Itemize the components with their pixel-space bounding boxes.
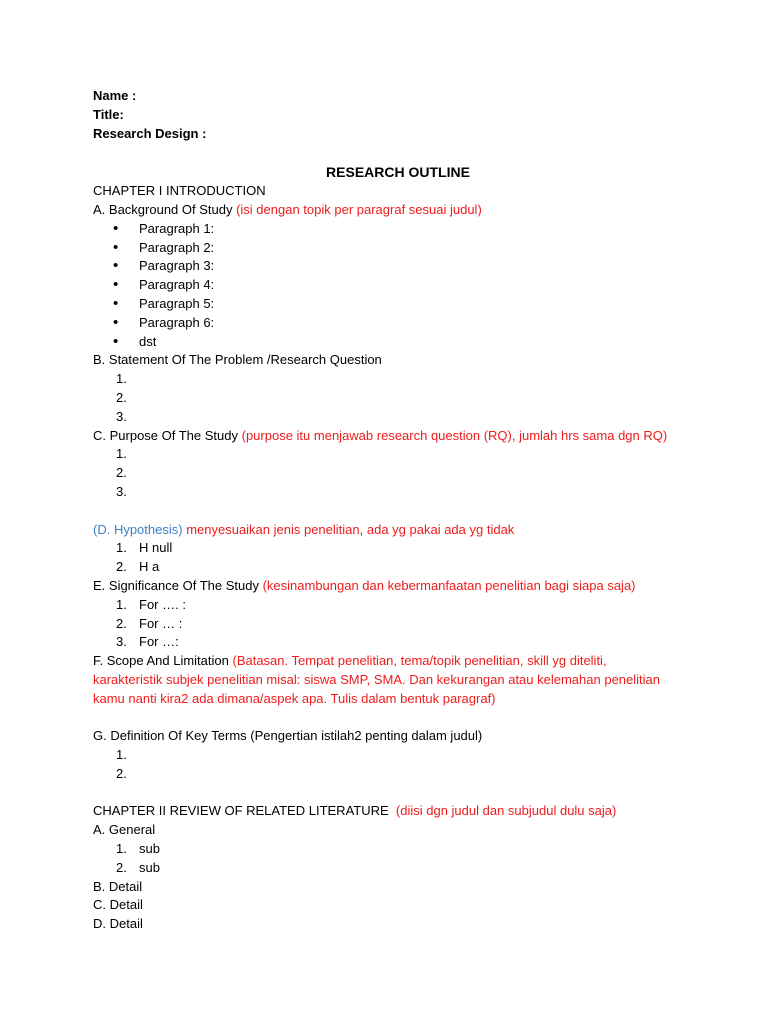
list-item	[93, 389, 693, 408]
section-d-label: (D. Hypothesis)	[93, 521, 183, 537]
section-f-note-line3: kamu nanti kira2 ada dimana/aspek apa. Tulis dalam bentuk paragraf)	[93, 690, 496, 706]
list-item	[93, 558, 693, 577]
section-c-heading	[93, 427, 693, 446]
list-item: • Paragraph 4:	[93, 276, 693, 295]
chapter2-note: (diisi dgn judul dan subjudul dulu saja)	[395, 803, 617, 819]
list-item	[93, 633, 693, 652]
list-item	[93, 464, 693, 483]
list-text: For …:	[139, 634, 179, 650]
section-g-heading: G. Definition Of Key Terms (Pengertian istilah2 penting dalam judul)	[93, 728, 483, 744]
list-item: • Paragraph 3:	[93, 257, 693, 276]
section-a-heading	[93, 201, 693, 220]
section-f-note-line2: karakteristik subjek penelitian misal: siswa SMP, SMA. Dan kekurangan atau kelemahan penelitian	[93, 671, 660, 687]
section-f-note-line1: (Batasan. Tempat penelitian, tema/topik penelitian, skill yg diteliti,	[232, 653, 607, 669]
list-item	[93, 615, 693, 634]
section-c-label: C. Purpose Of The Study	[93, 427, 242, 443]
list-text: H null	[139, 540, 173, 556]
title-label: Title:	[93, 106, 124, 122]
list-number: 2.	[116, 465, 127, 481]
list-item	[93, 746, 693, 765]
section-f-label: F. Scope And Limitation	[93, 653, 233, 669]
list-item: • Paragraph 5:	[93, 295, 693, 314]
list-text: sub	[139, 841, 160, 857]
list-text: For …. :	[139, 596, 186, 612]
list-text: For … :	[139, 615, 183, 631]
list-number: 1.	[116, 747, 127, 763]
document-title: RESEARCH OUTLINE	[326, 164, 470, 181]
chapter2-section-a-heading: A. General	[93, 822, 156, 838]
section-a-note: (isi dengan topik per paragraf sesuai judul)	[236, 201, 482, 217]
list-item	[93, 445, 693, 464]
list-item	[93, 408, 693, 427]
chapter2-heading	[93, 802, 693, 821]
list-item	[93, 539, 693, 558]
section-d-note: menyesuaikan jenis penelitian, ada yg pakai ada yg tidak	[182, 521, 515, 537]
list-number: 1.	[116, 540, 127, 556]
list-item: • Paragraph 2:	[93, 239, 693, 258]
list-text: H a	[139, 559, 160, 575]
section-c-note: (purpose itu menjawab research question (RQ), jumlah hrs sama dgn RQ)	[241, 427, 668, 443]
list-item	[93, 765, 693, 784]
list-item	[93, 483, 693, 502]
research-design-label: Research Design :	[93, 125, 207, 141]
list-number: 2.	[116, 389, 127, 405]
section-d-heading	[93, 521, 693, 540]
list-item: • Paragraph 6:	[93, 314, 693, 333]
chapter2-section-c-heading: C. Detail	[93, 897, 143, 913]
chapter1-heading: CHAPTER I INTRODUCTION	[93, 183, 266, 199]
spacer	[93, 784, 693, 803]
list-item	[93, 859, 693, 878]
list-item: • dst	[93, 333, 693, 352]
list-number: 2.	[116, 615, 127, 631]
section-f-heading	[93, 652, 693, 671]
list-number: 2.	[116, 765, 127, 781]
list-number: 1.	[116, 446, 127, 462]
chapter2-heading-label: CHAPTER II REVIEW OF RELATED LITERATURE	[93, 803, 396, 819]
section-e-note: (kesinambungan dan kebermanfaatan penelitian bagi siapa saja)	[262, 577, 636, 593]
list-item	[93, 840, 693, 859]
list-item	[93, 370, 693, 389]
list-text: sub	[139, 859, 160, 875]
spacer	[93, 709, 693, 728]
list-number: 3.	[116, 408, 127, 424]
section-e-label: E. Significance Of The Study	[93, 577, 263, 593]
chapter2-section-b-heading: B. Detail	[93, 878, 143, 894]
name-label: Name :	[93, 88, 137, 103]
list-number: 2.	[116, 859, 127, 875]
list-number: 3.	[116, 483, 127, 499]
chapter2-section-d-heading: D. Detail	[93, 916, 143, 932]
section-b-heading: B. Statement Of The Problem /Research Question	[93, 352, 382, 368]
list-number: 1.	[116, 596, 127, 612]
list-number: 1.	[116, 841, 127, 857]
list-item: • Paragraph 1:	[93, 220, 693, 239]
section-a-label: A. Background Of Study	[93, 201, 237, 217]
list-number: 2.	[116, 559, 127, 575]
spacer	[93, 502, 693, 521]
list-number: 1.	[116, 371, 127, 387]
list-number: 3.	[116, 634, 127, 650]
section-e-heading	[93, 577, 693, 596]
list-item	[93, 596, 693, 615]
document-body	[93, 87, 693, 934]
